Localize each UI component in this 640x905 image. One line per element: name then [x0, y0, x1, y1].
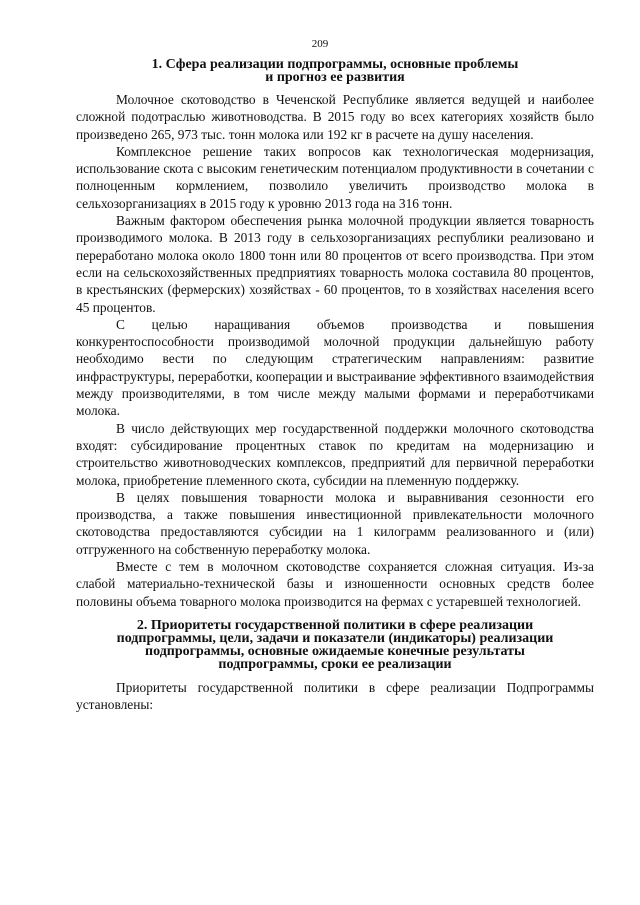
section-1-paragraph: В число действующих мер государственной поддержки молочного скотоводства входят: субсидирование процентных ставок по кредитам на модернизацию и строительство животноводческих комплексов, предприятий для первичной переработки молока, приобретение племенного скота, субсидии на племенную поддержку. [76, 420, 594, 488]
section-2-heading-line-1: 2. Приоритеты государственной политики в сфере реализации [136, 617, 534, 633]
section-1-paragraph: С целью наращивания объемов производства и повышения конкурентоспособности производимой молочной продукции дальнейшую работу необходимо вести по следующим стратегическим направлениям: развитие инфраструктуры, переработки, кооперации и выстраивание эффективного взаимодействия между производителями, в том числе между малыми формами и переработчиками молока. [76, 316, 594, 419]
section-1-paragraph: Комплексное решение таких вопросов как технологическая модернизация, использование скота с высоким генетическим потенциалом продуктивности в сочетании с полноценным кормлением, позволило увеличить производство молока в сельхозорганизациях в 2015 году к уровню 2013 года на 316 тонн. [76, 143, 594, 211]
section-1-heading-line-2: и прогноз ее развития [265, 70, 405, 85]
section-2-heading-line-4: подпрограммы, сроки ее реализации [218, 656, 452, 672]
section-2-heading-line-3: подпрограммы, основные ожидаемые конечные результаты [145, 643, 525, 659]
section-1-paragraph: Вместе с тем в молочном скотоводстве сохраняется сложная ситуация. Из-за слабой материально-технической базы и изношенности основных средств более половины объема товарного молока производится на фермах с устаревшей технологией. [76, 559, 594, 609]
section-2-heading [76, 619, 594, 671]
section-2-heading-line-2: подпрограммы, цели, задачи и показатели (индикаторы) реализации [116, 630, 554, 646]
section-1-paragraph: Важным фактором обеспечения рынка молочной продукции является товарность производимого молока. В 2013 году в сельхозорганизациях республики реализовано и переработано молока около 1800 тонн или 80 процентов от всего производства. При этом если на сельскохозяйственных предприятиях товарность молока составила 80 процентов, в крестьянских (фермерских) хозяйствах - 60 процентов, то в хозяйствах населения всего 45 процентов. [76, 213, 594, 315]
section-1-heading [76, 58, 594, 84]
section-1-paragraph: Молочное скотоводство в Чеченской Республике является ведущей и наиболее сложной подотраслью животноводства. В 2015 году во всех категориях хозяйств было произведено 265, 973 тыс. тонн молока или 192 кг в расчете на душу населения. [76, 92, 594, 142]
section-1-paragraph: В целях повышения товарности молока и выравнивания сезонности его производства, а также повышения инвестиционной привлекательности молочного скотоводства предоставляются субсидии на 1 килограмм реализованного и (или) отгруженного на собственную переработку молока. [76, 489, 594, 557]
section-2-paragraph: Приоритеты государственной политики в сфере реализации Подпрограммы установлены: [76, 679, 594, 713]
document-body [76, 58, 594, 714]
page-number: 209 [311, 38, 329, 50]
section-1-heading-line-1: 1. Сфера реализации подпрограммы, основные проблемы [151, 57, 519, 72]
